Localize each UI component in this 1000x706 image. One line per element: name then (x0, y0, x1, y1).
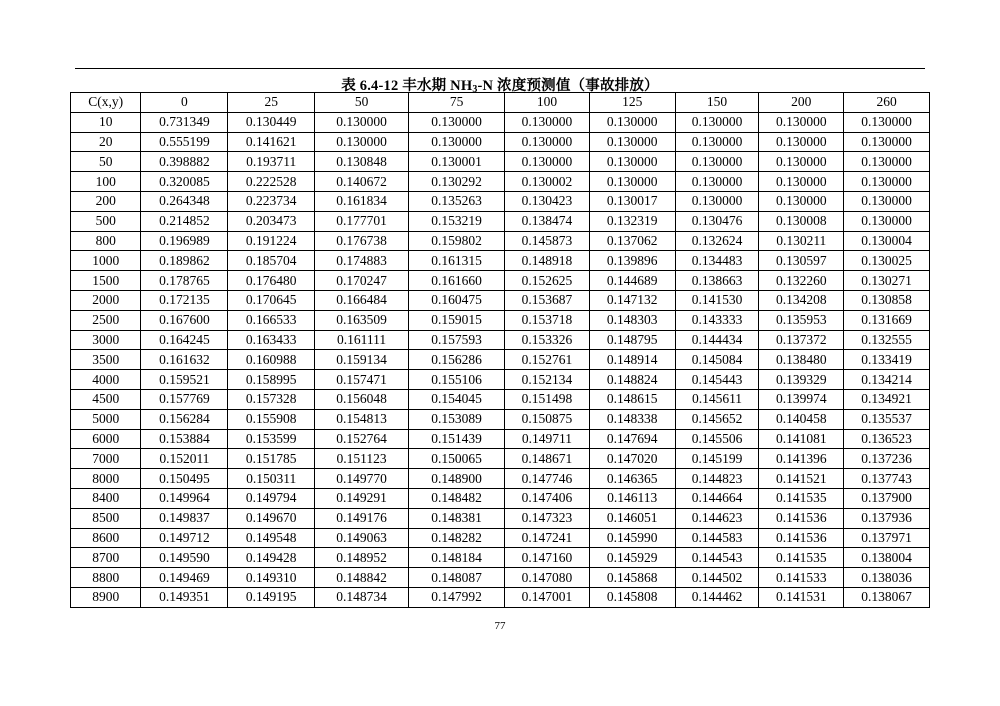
value-cell: 0.132624 (675, 231, 759, 251)
value-cell: 0.131669 (844, 310, 930, 330)
value-cell: 0.144623 (675, 508, 759, 528)
value-cell: 0.148842 (315, 568, 409, 588)
row-distance-cell: 2000 (71, 290, 141, 310)
row-distance-cell: 10 (71, 112, 141, 132)
value-cell: 0.130449 (228, 112, 315, 132)
value-cell: 0.130000 (844, 172, 930, 192)
value-cell: 0.145990 (589, 528, 675, 548)
value-cell: 0.149837 (141, 508, 228, 528)
value-cell: 0.134921 (844, 389, 930, 409)
value-cell: 0.130000 (589, 132, 675, 152)
value-cell: 0.130000 (759, 112, 844, 132)
value-cell: 0.149310 (228, 568, 315, 588)
value-cell: 0.130211 (759, 231, 844, 251)
value-cell: 0.148381 (409, 508, 505, 528)
value-cell: 0.161315 (409, 251, 505, 271)
value-cell: 0.144689 (589, 271, 675, 291)
header-cell: 125 (589, 93, 675, 113)
value-cell: 0.178765 (141, 271, 228, 291)
value-cell: 0.130000 (589, 152, 675, 172)
value-cell: 0.149176 (315, 508, 409, 528)
value-cell: 0.134214 (844, 370, 930, 390)
value-cell: 0.130000 (409, 112, 505, 132)
value-cell: 0.147241 (505, 528, 590, 548)
value-cell: 0.144543 (675, 548, 759, 568)
value-cell: 0.145199 (675, 449, 759, 469)
value-cell: 0.130000 (844, 132, 930, 152)
value-cell: 0.153326 (505, 330, 590, 350)
table-row (71, 429, 930, 449)
value-cell: 0.138067 (844, 587, 930, 607)
value-cell: 0.150495 (141, 469, 228, 489)
value-cell: 0.136523 (844, 429, 930, 449)
value-cell: 0.157593 (409, 330, 505, 350)
value-cell: 0.156048 (315, 389, 409, 409)
value-cell: 0.159015 (409, 310, 505, 330)
value-cell: 0.130000 (675, 152, 759, 172)
header-cell: 50 (315, 93, 409, 113)
value-cell: 0.137743 (844, 469, 930, 489)
table-row (71, 191, 930, 211)
value-cell: 0.144583 (675, 528, 759, 548)
value-cell: 0.149428 (228, 548, 315, 568)
value-cell: 0.145652 (675, 409, 759, 429)
row-distance-cell: 200 (71, 191, 141, 211)
value-cell: 0.141521 (759, 469, 844, 489)
value-cell: 0.141536 (759, 528, 844, 548)
row-distance-cell: 5000 (71, 409, 141, 429)
value-cell: 0.148303 (589, 310, 675, 330)
value-cell: 0.130000 (505, 132, 590, 152)
table-row (71, 290, 930, 310)
value-cell: 0.148282 (409, 528, 505, 548)
table-row (71, 389, 930, 409)
value-cell: 0.145873 (505, 231, 590, 251)
value-cell: 0.134208 (759, 290, 844, 310)
row-distance-cell: 500 (71, 211, 141, 231)
table-row (71, 449, 930, 469)
value-cell: 0.154813 (315, 409, 409, 429)
value-cell: 0.147001 (505, 587, 590, 607)
title-prefix: 表 6.4-12 丰水期 NH (341, 78, 473, 94)
value-cell: 0.130597 (759, 251, 844, 271)
value-cell: 0.148900 (409, 469, 505, 489)
value-cell: 0.555199 (141, 132, 228, 152)
value-cell: 0.170645 (228, 290, 315, 310)
table-row (71, 310, 930, 330)
value-cell: 0.137900 (844, 488, 930, 508)
value-cell: 0.149712 (141, 528, 228, 548)
table-row (71, 469, 930, 489)
table-row (71, 568, 930, 588)
value-cell: 0.170247 (315, 271, 409, 291)
row-distance-cell: 1500 (71, 271, 141, 291)
value-cell: 0.167600 (141, 310, 228, 330)
value-cell: 0.141396 (759, 449, 844, 469)
value-cell: 0.155106 (409, 370, 505, 390)
title-suffix: -N 浓度预测值（事故排放） (477, 78, 659, 94)
value-cell: 0.132319 (589, 211, 675, 231)
value-cell: 0.145084 (675, 350, 759, 370)
table-row (71, 409, 930, 429)
row-distance-cell: 8500 (71, 508, 141, 528)
value-cell: 0.130000 (315, 112, 409, 132)
value-cell: 0.147160 (505, 548, 590, 568)
value-cell: 0.148482 (409, 488, 505, 508)
value-cell: 0.153599 (228, 429, 315, 449)
value-cell: 0.152011 (141, 449, 228, 469)
value-cell: 0.138663 (675, 271, 759, 291)
value-cell: 0.138480 (759, 350, 844, 370)
value-cell: 0.154045 (409, 389, 505, 409)
value-cell: 0.150875 (505, 409, 590, 429)
value-cell: 0.149548 (228, 528, 315, 548)
value-cell: 0.193711 (228, 152, 315, 172)
row-distance-cell: 8800 (71, 568, 141, 588)
value-cell: 0.132260 (759, 271, 844, 291)
table-row (71, 251, 930, 271)
table-row (71, 271, 930, 291)
row-distance-cell: 2500 (71, 310, 141, 330)
value-cell: 0.161632 (141, 350, 228, 370)
value-cell: 0.147132 (589, 290, 675, 310)
value-cell: 0.144823 (675, 469, 759, 489)
value-cell: 0.148184 (409, 548, 505, 568)
value-cell: 0.130000 (589, 112, 675, 132)
value-cell: 0.166484 (315, 290, 409, 310)
value-cell: 0.148918 (505, 251, 590, 271)
value-cell: 0.185704 (228, 251, 315, 271)
row-distance-cell: 50 (71, 152, 141, 172)
row-distance-cell: 20 (71, 132, 141, 152)
value-cell: 0.148671 (505, 449, 590, 469)
value-cell: 0.145443 (675, 370, 759, 390)
value-cell: 0.161660 (409, 271, 505, 291)
value-cell: 0.130001 (409, 152, 505, 172)
row-distance-cell: 800 (71, 231, 141, 251)
value-cell: 0.148338 (589, 409, 675, 429)
row-distance-cell: 7000 (71, 449, 141, 469)
value-cell: 0.149794 (228, 488, 315, 508)
table-row (71, 211, 930, 231)
value-cell: 0.176738 (315, 231, 409, 251)
value-cell: 0.130000 (759, 132, 844, 152)
value-cell: 0.130000 (759, 172, 844, 192)
value-cell: 0.135953 (759, 310, 844, 330)
value-cell: 0.147020 (589, 449, 675, 469)
row-distance-cell: 8700 (71, 548, 141, 568)
value-cell: 0.149770 (315, 469, 409, 489)
value-cell: 0.130292 (409, 172, 505, 192)
value-cell: 0.130000 (675, 191, 759, 211)
header-cell: 150 (675, 93, 759, 113)
header-cell: 260 (844, 93, 930, 113)
value-cell: 0.139329 (759, 370, 844, 390)
value-cell: 0.130017 (589, 191, 675, 211)
value-cell: 0.149670 (228, 508, 315, 528)
value-cell: 0.145506 (675, 429, 759, 449)
header-cell: 75 (409, 93, 505, 113)
value-cell: 0.141535 (759, 548, 844, 568)
value-cell: 0.159521 (141, 370, 228, 390)
row-distance-cell: 8900 (71, 587, 141, 607)
value-cell: 0.130004 (844, 231, 930, 251)
header-rule (75, 68, 925, 69)
value-cell: 0.222528 (228, 172, 315, 192)
table-row (71, 528, 930, 548)
row-distance-cell: 8600 (71, 528, 141, 548)
value-cell: 0.133419 (844, 350, 930, 370)
row-distance-cell: 1000 (71, 251, 141, 271)
value-cell: 0.147323 (505, 508, 590, 528)
value-cell: 0.148795 (589, 330, 675, 350)
value-cell: 0.130000 (505, 112, 590, 132)
value-cell: 0.158995 (228, 370, 315, 390)
value-cell: 0.155908 (228, 409, 315, 429)
table-row (71, 152, 930, 172)
concentration-table (70, 92, 930, 608)
row-distance-cell: 8000 (71, 469, 141, 489)
value-cell: 0.141530 (675, 290, 759, 310)
table-row (71, 172, 930, 192)
value-cell: 0.130000 (844, 112, 930, 132)
value-cell: 0.161111 (315, 330, 409, 350)
value-cell: 0.147992 (409, 587, 505, 607)
row-distance-cell: 3000 (71, 330, 141, 350)
value-cell: 0.203473 (228, 211, 315, 231)
value-cell: 0.156286 (409, 350, 505, 370)
value-cell: 0.149964 (141, 488, 228, 508)
value-cell: 0.130000 (844, 191, 930, 211)
value-cell: 0.163509 (315, 310, 409, 330)
value-cell: 0.164245 (141, 330, 228, 350)
value-cell: 0.166533 (228, 310, 315, 330)
value-cell: 0.137971 (844, 528, 930, 548)
table-row (71, 132, 930, 152)
value-cell: 0.138004 (844, 548, 930, 568)
header-cell: 100 (505, 93, 590, 113)
value-cell: 0.189862 (141, 251, 228, 271)
value-cell: 0.146113 (589, 488, 675, 508)
value-cell: 0.149195 (228, 587, 315, 607)
table-row (71, 548, 930, 568)
value-cell: 0.148087 (409, 568, 505, 588)
value-cell: 0.145868 (589, 568, 675, 588)
page-number: 77 (494, 620, 506, 632)
value-cell: 0.144462 (675, 587, 759, 607)
table-row (71, 112, 930, 132)
value-cell: 0.138036 (844, 568, 930, 588)
value-cell: 0.176480 (228, 271, 315, 291)
value-cell: 0.137236 (844, 449, 930, 469)
row-distance-cell: 100 (71, 172, 141, 192)
row-distance-cell: 6000 (71, 429, 141, 449)
value-cell: 0.148734 (315, 587, 409, 607)
value-cell: 0.151439 (409, 429, 505, 449)
value-cell: 0.161834 (315, 191, 409, 211)
table-row (71, 370, 930, 390)
value-cell: 0.148952 (315, 548, 409, 568)
value-cell: 0.141533 (759, 568, 844, 588)
value-cell: 0.130000 (675, 172, 759, 192)
value-cell: 0.145611 (675, 389, 759, 409)
value-cell: 0.174883 (315, 251, 409, 271)
table-row (71, 587, 930, 607)
value-cell: 0.153687 (505, 290, 590, 310)
value-cell: 0.144502 (675, 568, 759, 588)
value-cell: 0.153089 (409, 409, 505, 429)
table-row (71, 231, 930, 251)
value-cell: 0.152625 (505, 271, 590, 291)
value-cell: 0.147694 (589, 429, 675, 449)
value-cell: 0.151123 (315, 449, 409, 469)
row-distance-cell: 4500 (71, 389, 141, 409)
value-cell: 0.130848 (315, 152, 409, 172)
value-cell: 0.130000 (505, 152, 590, 172)
value-cell: 0.130000 (315, 132, 409, 152)
value-cell: 0.130476 (675, 211, 759, 231)
table-header (71, 93, 930, 113)
row-distance-cell: 4000 (71, 370, 141, 390)
value-cell: 0.149063 (315, 528, 409, 548)
value-cell: 0.264348 (141, 191, 228, 211)
value-cell: 0.130858 (844, 290, 930, 310)
value-cell: 0.153718 (505, 310, 590, 330)
value-cell: 0.177701 (315, 211, 409, 231)
value-cell: 0.150311 (228, 469, 315, 489)
value-cell: 0.151785 (228, 449, 315, 469)
value-cell: 0.150065 (409, 449, 505, 469)
value-cell: 0.130000 (759, 191, 844, 211)
value-cell: 0.145808 (589, 587, 675, 607)
value-cell: 0.148615 (589, 389, 675, 409)
value-cell: 0.130000 (675, 112, 759, 132)
table-row (71, 488, 930, 508)
table-body (71, 112, 930, 607)
value-cell: 0.148824 (589, 370, 675, 390)
value-cell: 0.160475 (409, 290, 505, 310)
value-cell: 0.144664 (675, 488, 759, 508)
value-cell: 0.196989 (141, 231, 228, 251)
value-cell: 0.146365 (589, 469, 675, 489)
table-row (71, 330, 930, 350)
value-cell: 0.160988 (228, 350, 315, 370)
header-cell: 25 (228, 93, 315, 113)
value-cell: 0.132555 (844, 330, 930, 350)
row-distance-cell: 3500 (71, 350, 141, 370)
value-cell: 0.130000 (589, 172, 675, 192)
header-cell: 0 (141, 93, 228, 113)
value-cell: 0.130423 (505, 191, 590, 211)
value-cell: 0.137062 (589, 231, 675, 251)
value-cell: 0.149590 (141, 548, 228, 568)
value-cell: 0.149291 (315, 488, 409, 508)
value-cell: 0.159134 (315, 350, 409, 370)
value-cell: 0.137936 (844, 508, 930, 528)
value-cell: 0.149351 (141, 587, 228, 607)
value-cell: 0.130025 (844, 251, 930, 271)
value-cell: 0.151498 (505, 389, 590, 409)
value-cell: 0.137372 (759, 330, 844, 350)
value-cell: 0.157471 (315, 370, 409, 390)
value-cell: 0.139896 (589, 251, 675, 271)
value-cell: 0.146051 (589, 508, 675, 528)
value-cell: 0.152134 (505, 370, 590, 390)
value-cell: 0.159802 (409, 231, 505, 251)
header-cell-label: C(x,y) (71, 93, 141, 113)
value-cell: 0.398882 (141, 152, 228, 172)
value-cell: 0.156284 (141, 409, 228, 429)
table-row (71, 508, 930, 528)
value-cell: 0.141621 (228, 132, 315, 152)
value-cell: 0.149711 (505, 429, 590, 449)
value-cell: 0.153884 (141, 429, 228, 449)
value-cell: 0.130002 (505, 172, 590, 192)
value-cell: 0.135263 (409, 191, 505, 211)
value-cell: 0.130008 (759, 211, 844, 231)
value-cell: 0.149469 (141, 568, 228, 588)
value-cell: 0.140672 (315, 172, 409, 192)
row-distance-cell: 8400 (71, 488, 141, 508)
value-cell: 0.141531 (759, 587, 844, 607)
value-cell: 0.145929 (589, 548, 675, 568)
value-cell: 0.147406 (505, 488, 590, 508)
value-cell: 0.191224 (228, 231, 315, 251)
value-cell: 0.144434 (675, 330, 759, 350)
value-cell: 0.138474 (505, 211, 590, 231)
value-cell: 0.157769 (141, 389, 228, 409)
value-cell: 0.172135 (141, 290, 228, 310)
value-cell: 0.163433 (228, 330, 315, 350)
header-cell: 200 (759, 93, 844, 113)
table-row (71, 350, 930, 370)
header-row (71, 93, 930, 113)
value-cell: 0.214852 (141, 211, 228, 231)
title-subscript: 3 (472, 84, 478, 95)
value-cell: 0.134483 (675, 251, 759, 271)
value-cell: 0.139974 (759, 389, 844, 409)
value-cell: 0.130000 (759, 152, 844, 172)
value-cell: 0.141536 (759, 508, 844, 528)
value-cell: 0.143333 (675, 310, 759, 330)
value-cell: 0.223734 (228, 191, 315, 211)
value-cell: 0.130271 (844, 271, 930, 291)
value-cell: 0.147746 (505, 469, 590, 489)
value-cell: 0.153219 (409, 211, 505, 231)
value-cell: 0.152761 (505, 350, 590, 370)
value-cell: 0.157328 (228, 389, 315, 409)
value-cell: 0.140458 (759, 409, 844, 429)
value-cell: 0.130000 (675, 132, 759, 152)
value-cell: 0.731349 (141, 112, 228, 132)
value-cell: 0.147080 (505, 568, 590, 588)
value-cell: 0.320085 (141, 172, 228, 192)
value-cell: 0.130000 (844, 152, 930, 172)
value-cell: 0.141535 (759, 488, 844, 508)
value-cell: 0.148914 (589, 350, 675, 370)
value-cell: 0.130000 (844, 211, 930, 231)
value-cell: 0.152764 (315, 429, 409, 449)
value-cell: 0.135537 (844, 409, 930, 429)
value-cell: 0.130000 (409, 132, 505, 152)
value-cell: 0.141081 (759, 429, 844, 449)
